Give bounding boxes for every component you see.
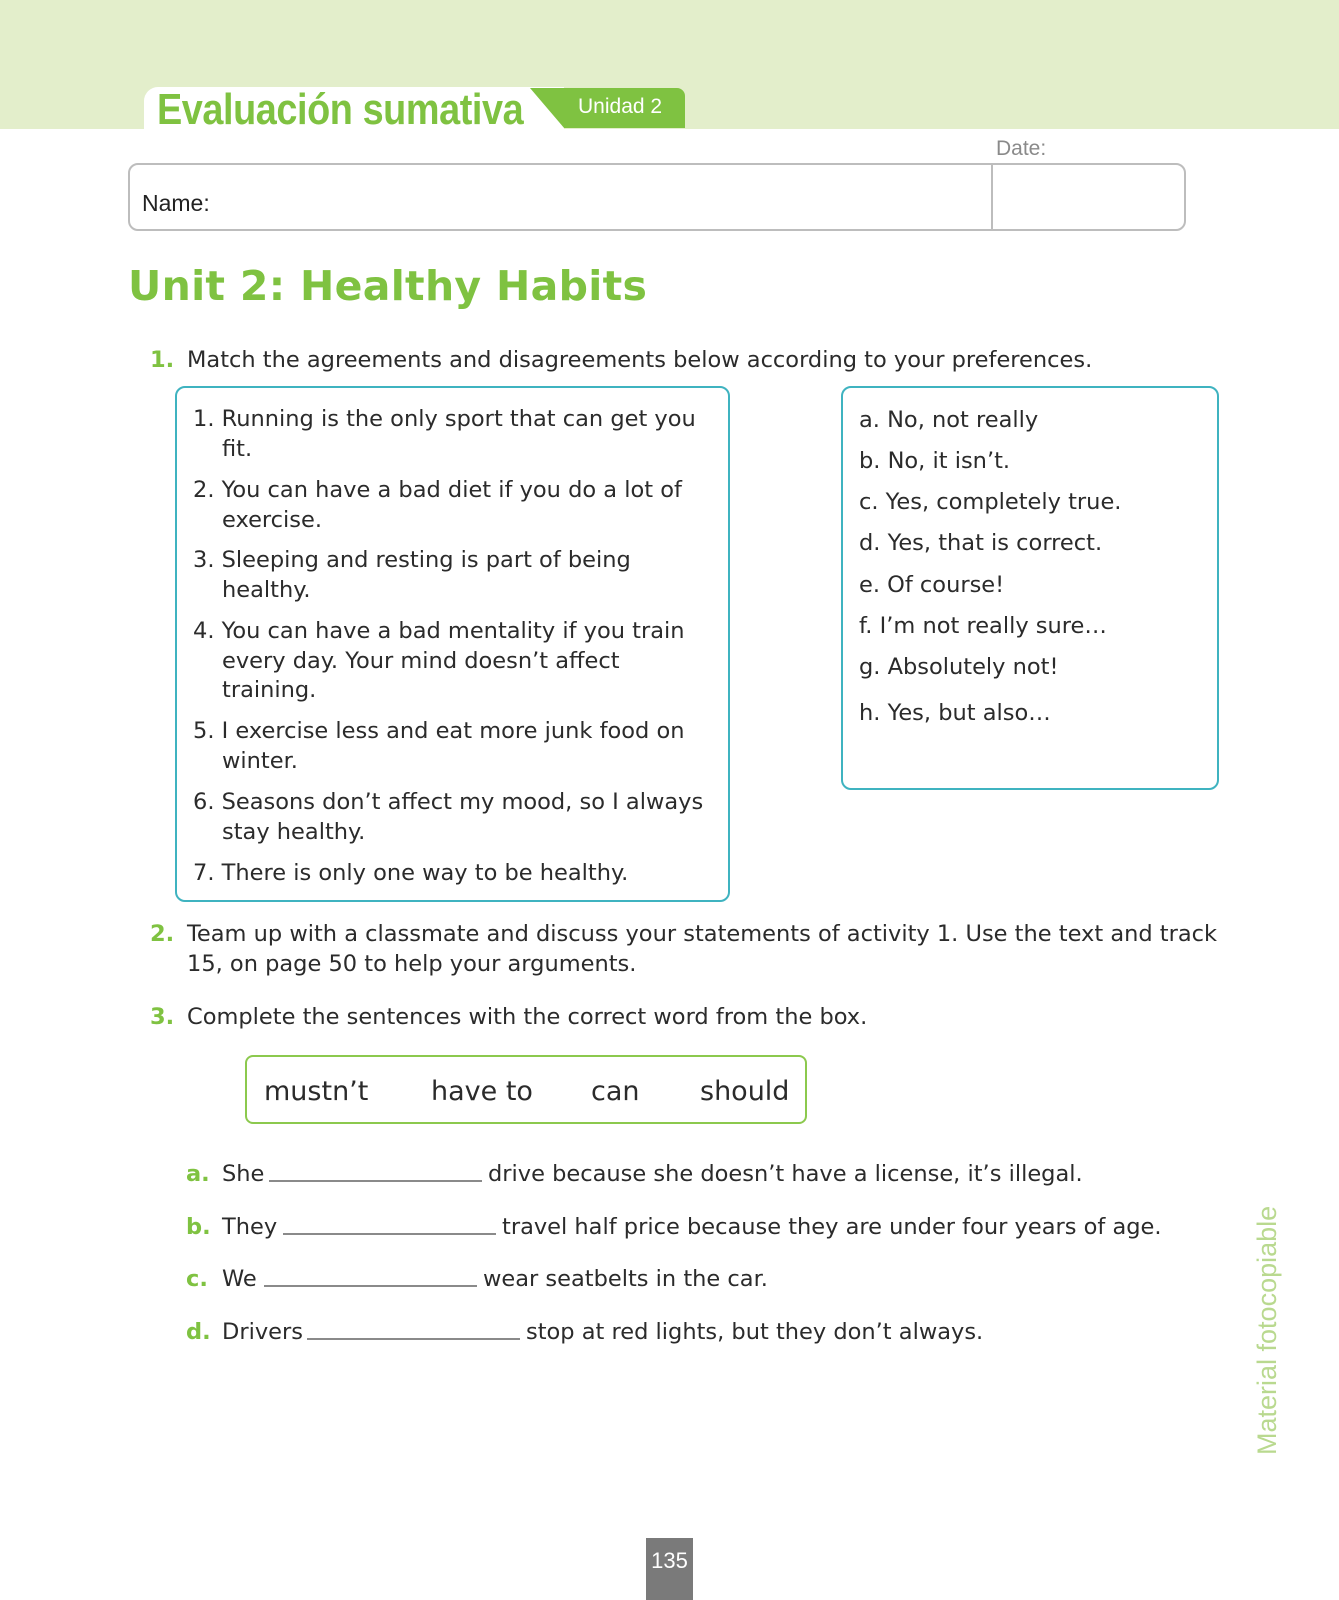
word-box-item: mustn’t xyxy=(264,1076,369,1107)
sentence-d-blank[interactable] xyxy=(307,1338,520,1340)
word-box-item: have to xyxy=(431,1076,533,1107)
statement-item: 5. I exercise less and eat more junk food on winter. xyxy=(193,718,685,774)
page-number: 135 xyxy=(651,1548,688,1573)
sentence-c-letter: c. xyxy=(186,1266,208,1292)
activity1-instruction: Match the agreements and disagreements below according to your preferences. xyxy=(187,347,1093,373)
sentence-d-end: stop at red lights, but they don’t always. xyxy=(526,1319,984,1345)
name-label: Name: xyxy=(142,190,210,216)
option-item: g. Absolutely not! xyxy=(859,654,1059,680)
sentence-a-blank[interactable] xyxy=(269,1180,482,1182)
statement-item: 6. Seasons don’t affect my mood, so I always stay healthy. xyxy=(193,789,704,845)
name-date-divider xyxy=(991,165,993,229)
sentence-b-end: travel half price because they are under four years of age. xyxy=(502,1214,1162,1240)
activity3-instruction: Complete the sentences with the correct word from the box. xyxy=(187,1004,868,1030)
statement-item: 1. Running is the only sport that can get you fit. xyxy=(193,406,696,462)
date-label: Date: xyxy=(996,137,1047,160)
sentence-a-end: drive because she doesn’t have a license, it’s illegal. xyxy=(488,1161,1083,1187)
option-item: d. Yes, that is correct. xyxy=(859,530,1103,556)
statement-item: 4. You can have a bad mentality if you train every day. Your mind doesn’t affect training. xyxy=(193,618,685,703)
sentence-b-start: They xyxy=(222,1214,278,1240)
sentence-a-letter: a. xyxy=(186,1161,210,1187)
side-label: Material fotocopiable xyxy=(1252,1205,1282,1455)
option-item: a. No, not really xyxy=(859,407,1039,433)
statement-item: 3. Sleeping and resting is part of being healthy. xyxy=(193,547,631,603)
sentence-a-start: She xyxy=(222,1161,265,1187)
sentence-d-start: Drivers xyxy=(222,1319,303,1345)
sentence-c-end: wear seatbelts in the car. xyxy=(483,1266,768,1292)
sentence-b-letter: b. xyxy=(186,1214,211,1240)
statement-item: 2. You can have a bad diet if you do a lot of exercise. xyxy=(193,477,682,533)
option-item: f. I’m not really sure… xyxy=(859,613,1107,639)
sentence-b-blank[interactable] xyxy=(283,1233,496,1235)
sentence-c-start: We xyxy=(222,1266,257,1292)
statement-item: 7. There is only one way to be healthy. xyxy=(193,860,629,886)
sentence-c-blank[interactable] xyxy=(264,1285,477,1287)
name-date-box xyxy=(128,163,1186,231)
option-item: c. Yes, completely true. xyxy=(859,489,1122,515)
sentence-d-letter: d. xyxy=(186,1319,211,1345)
option-item: e. Of course! xyxy=(859,572,1005,598)
activity2-number: 2. xyxy=(150,921,175,947)
activity2-instruction-line2: 15, on page 50 to help your arguments. xyxy=(187,951,637,977)
option-item: h. Yes, but also… xyxy=(859,700,1051,726)
unit-title: Unit 2: Healthy Habits xyxy=(128,262,648,310)
activity2-instruction-line1: Team up with a classmate and discuss your statements of activity 1. Use the text and track xyxy=(187,921,1218,947)
word-box-item: can xyxy=(591,1076,640,1107)
unit-badge-label: Unidad 2 xyxy=(578,95,663,118)
word-box-item: should xyxy=(700,1076,790,1107)
option-item: b. No, it isn’t. xyxy=(859,448,1011,474)
header-title: Evaluación sumativa xyxy=(157,85,524,134)
activity3-number: 3. xyxy=(150,1004,175,1030)
activity1-number: 1. xyxy=(150,347,175,373)
